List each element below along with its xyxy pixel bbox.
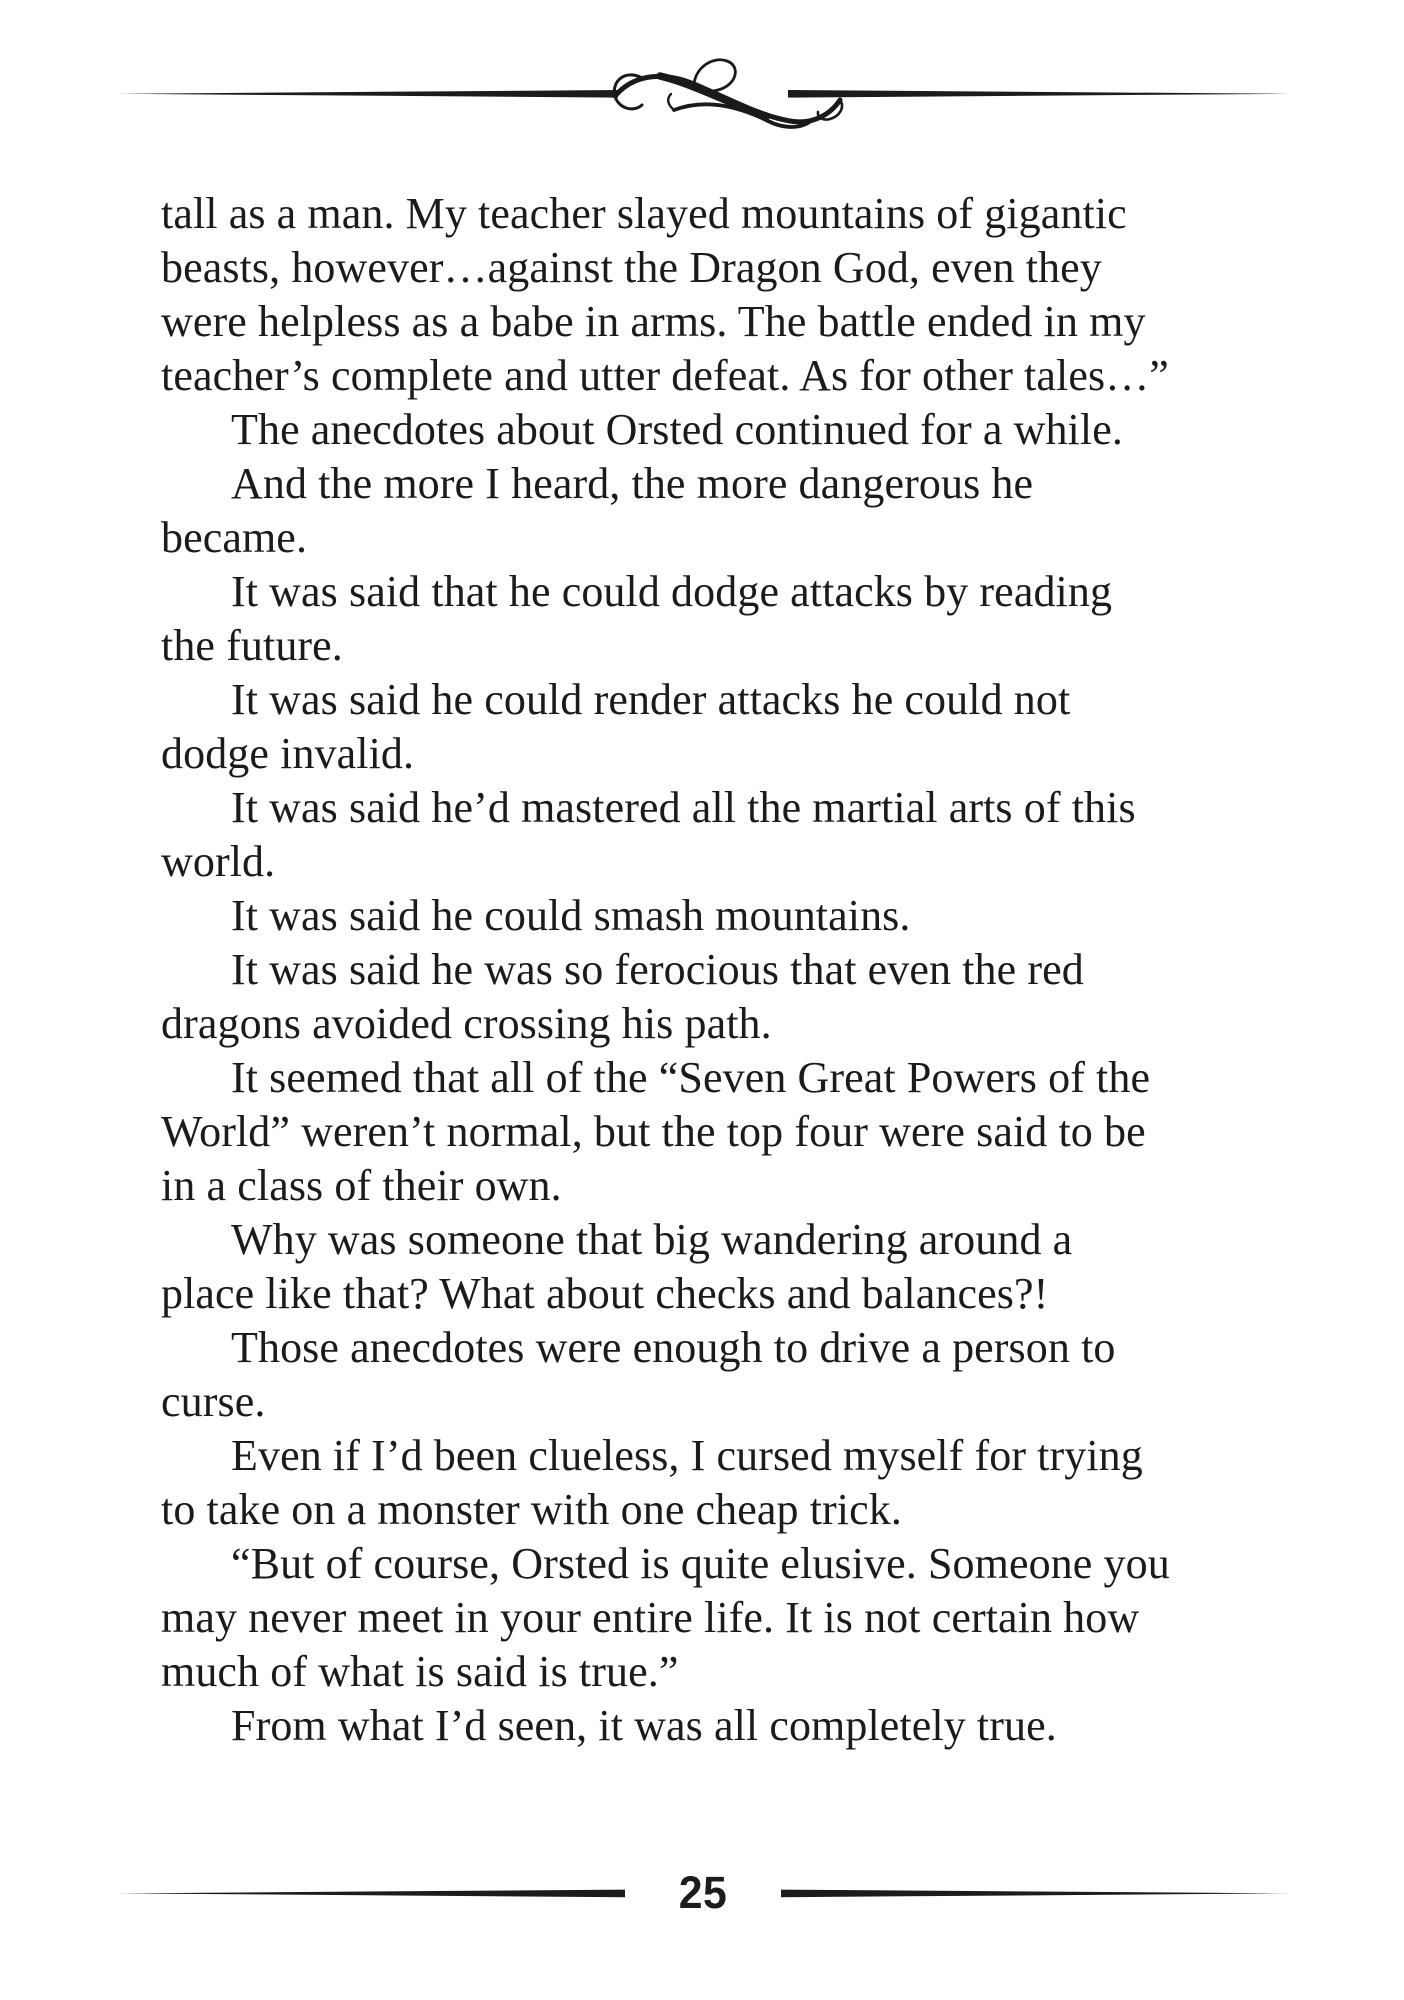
text-line: were helpless as a babe in arms. The battle ended in my	[161, 297, 1146, 346]
text-line: curse.	[161, 1377, 266, 1426]
footer-rule-left	[117, 1890, 625, 1898]
text-line: became.	[161, 513, 308, 562]
text-line: From what I’d seen, it was all completely true.	[231, 1701, 1057, 1750]
paragraph	[161, 1213, 1251, 1321]
text-line: It was said that he could dodge attacks by reading	[231, 567, 1113, 616]
text-line: It was said he could render attacks he could not	[231, 675, 1071, 724]
text-line: Those anecdotes were enough to drive a person to	[231, 1323, 1116, 1372]
text-line: dragons avoided crossing his path.	[161, 999, 772, 1048]
text-line: Even if I’d been clueless, I cursed myself for trying	[231, 1431, 1143, 1480]
paragraph	[161, 1699, 1251, 1753]
text-line: dodge invalid.	[161, 729, 415, 778]
paragraph	[161, 187, 1251, 403]
text-line: The anecdotes about Orsted continued for a while.	[231, 405, 1123, 454]
text-line: beasts, however…against the Dragon God, even they	[161, 243, 1102, 292]
header-divider	[0, 0, 1404, 170]
text-line: in a class of their own.	[161, 1161, 562, 1210]
paragraph	[161, 673, 1251, 781]
text-line: tall as a man. My teacher slayed mountains of gigantic	[161, 189, 1127, 238]
header-rule-left	[117, 90, 618, 98]
text-line: “But of course, Orsted is quite elusive. Someone you	[231, 1539, 1170, 1588]
paragraph	[161, 457, 1251, 565]
text-line: to take on a monster with one cheap trick.	[161, 1485, 902, 1534]
text-line: much of what is said is true.”	[161, 1647, 679, 1696]
text-line: teacher’s complete and utter defeat. As for other tales…”	[161, 351, 1169, 400]
text-line: It was said he’d mastered all the martial arts of this	[231, 783, 1136, 832]
paragraph	[161, 403, 1251, 457]
paragraph	[161, 943, 1251, 1051]
text-line: world.	[161, 837, 276, 886]
text-line: It seemed that all of the “Seven Great Powers of the	[231, 1053, 1151, 1102]
paragraph	[161, 1051, 1251, 1213]
text-line: And the more I heard, the more dangerous he	[231, 459, 1034, 508]
header-rule-right	[788, 90, 1290, 98]
page-text	[161, 187, 1251, 1753]
page-number: 25	[678, 1867, 728, 1918]
paragraph	[161, 565, 1251, 673]
paragraph	[161, 889, 1251, 943]
footer-rule-right	[781, 1890, 1290, 1898]
text-line: It was said he was so ferocious that even the red	[231, 945, 1084, 994]
text-line: may never meet in your entire life. It is not certain how	[161, 1593, 1140, 1642]
paragraph	[161, 1429, 1251, 1537]
text-line: place like that? What about checks and balances?!	[161, 1269, 1049, 1318]
text-line: the future.	[161, 621, 343, 670]
paragraph	[161, 781, 1251, 889]
paragraph	[161, 1321, 1251, 1429]
text-line: It was said he could smash mountains.	[231, 891, 911, 940]
text-line: World” weren’t normal, but the top four were said to be	[161, 1107, 1146, 1156]
text-line: Why was someone that big wandering around a	[231, 1215, 1073, 1264]
paragraph	[161, 1537, 1251, 1699]
